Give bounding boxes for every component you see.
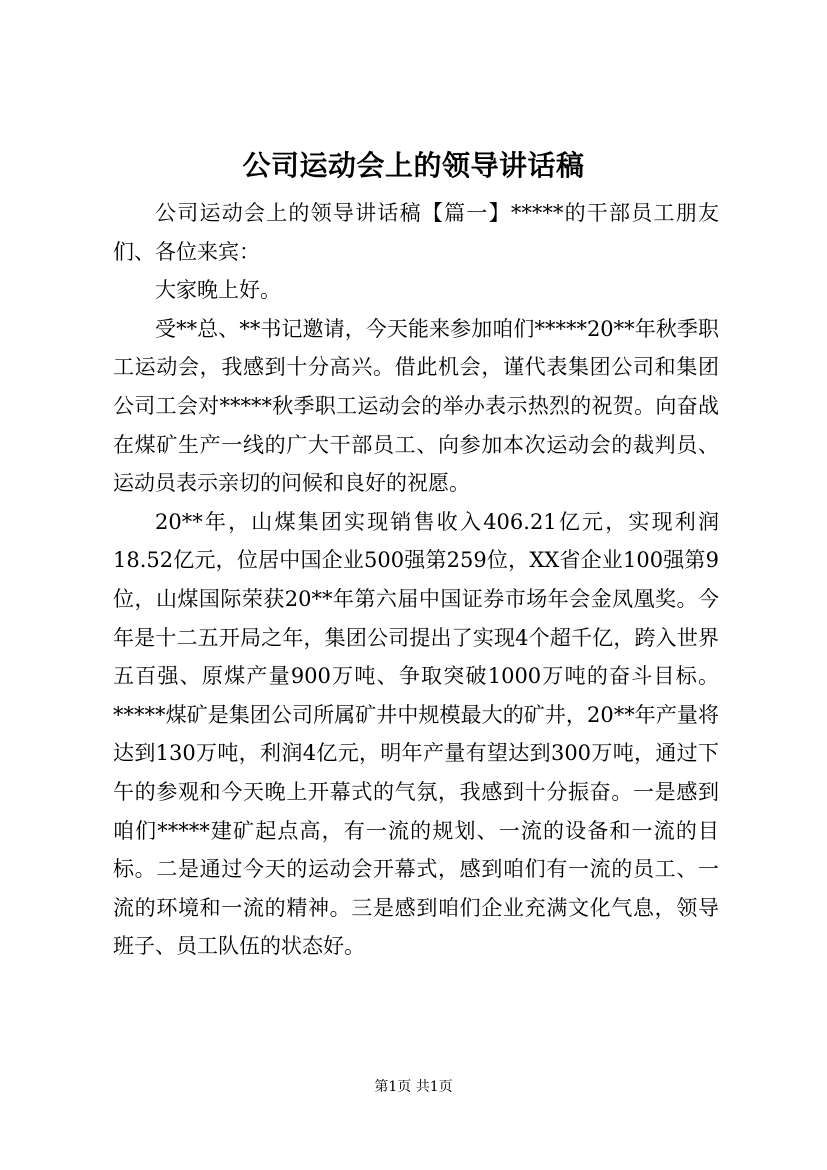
document-title: 公司运动会上的领导讲话稿 (242, 149, 585, 182)
paragraph-achievements: 20**年，山煤集团实现销售收入406.21亿元，实现利润18.52亿元，位居中国企业500强第259位，XX省企业100强第9位，山煤国际荣获20**年第六届中国证券市场年会金凤凰奖。今年是十二五开局之年，集团公司提出了实现4个超千亿，跨入世界五百强、原煤产量900万吨、争取突破1000万吨的奋斗目标。*****煤矿是集团公司所属矿井中规模最大的矿井，20**年产量将达到130万吨，利润4亿元，明年产量有望达到300万吨，通过下午的参观和今天晚上开幕式的气氛，我感到十分振奋。一是感到咱们*****建矿起点高，有一流的规划、一流的设备和一流的目标。二是通过今天的运动会开幕式，感到咱们有一流的员工、一流的环境和一流的精神。三是感到咱们企业充满文化气息，领导班子、员工队伍的状态好。 (113, 509, 719, 959)
paragraph-greeting: 公司运动会上的领导讲话稿【篇一】*****的干部员工朋友们、各位来宾： (113, 201, 719, 264)
page-footer: 第1页 共1页 (374, 1079, 453, 1095)
document-body (113, 194, 719, 966)
paragraph-congratulations: 受**总、**书记邀请，今天能来参加咱们*****20**年秋季职工运动会，我感到十分高兴。借此机会，谨代表集团公司和集团公司工会对*****秋季职工运动会的举办表示热烈的祝贺。向奋战在煤矿生产一线的广大干部员工、向参加本次运动会的裁判员、运动员表示亲切的问候和良好的祝愿。 (113, 316, 719, 496)
paragraph-salutation: 大家晚上好。 (155, 278, 281, 303)
